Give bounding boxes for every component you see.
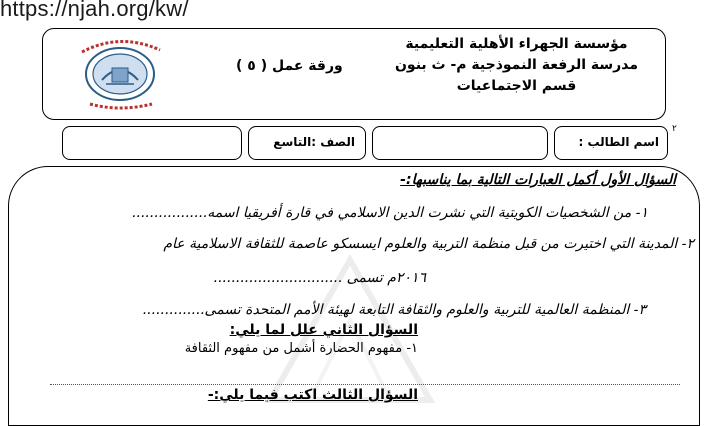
class-field[interactable] bbox=[248, 126, 366, 160]
q2-title: السؤال الثاني علل لما يلي: bbox=[229, 322, 418, 338]
student-name-marker: ٢ bbox=[672, 124, 677, 134]
q2-item-1: ١- مفهوم الحضارة أشمل من مفهوم الثقافة bbox=[184, 341, 418, 356]
q1-title: السؤال الأول أكمل العبارات التالية بما يناسبها:- bbox=[400, 172, 676, 188]
answer-dotted-line bbox=[50, 384, 680, 385]
worksheet-label: ورقة عمل ( ٥ ) bbox=[236, 58, 343, 74]
q1-item-2-cont: ٢٠١٦م تسمى ............................. bbox=[213, 270, 426, 286]
blank-field-middle[interactable] bbox=[372, 126, 548, 160]
blank-field-left[interactable] bbox=[62, 126, 242, 160]
q3-title: السؤال الثالث اكتب فيما يلي:- bbox=[207, 387, 418, 403]
school-line-1: مؤسسة الجهراء الأهلية التعليمية bbox=[405, 36, 628, 52]
student-name-field[interactable] bbox=[554, 126, 668, 160]
source-url[interactable]: https://njah.org/kw/ bbox=[0, 0, 189, 21]
class-label: الصف :التاسع bbox=[273, 135, 355, 149]
student-name-label: اسم الطالب : bbox=[578, 135, 659, 149]
school-seal bbox=[62, 32, 174, 112]
school-line-3: قسم الاجتماعيات bbox=[456, 78, 577, 94]
q1-item-1: ١- من الشخصيات الكويتية التي نشرت الدين الاسلامي في قارة أفريقيا اسمه................. bbox=[131, 205, 648, 221]
q1-item-3: ٣- المنظمة العالمية للتربية والعلوم والثقافة التابعة لهيئة الأمم المتحدة تسمى.............. bbox=[142, 302, 646, 318]
school-line-2: مدرسة الرفعة النموذجية م- ث بنون bbox=[394, 57, 638, 73]
q1-item-2: ٢- المدينة التي اختيرت من قبل منظمة التربية والعلوم ايسسكو عاصمة للثقافة الاسلامية عام bbox=[163, 236, 694, 252]
school-header bbox=[395, 34, 638, 97]
